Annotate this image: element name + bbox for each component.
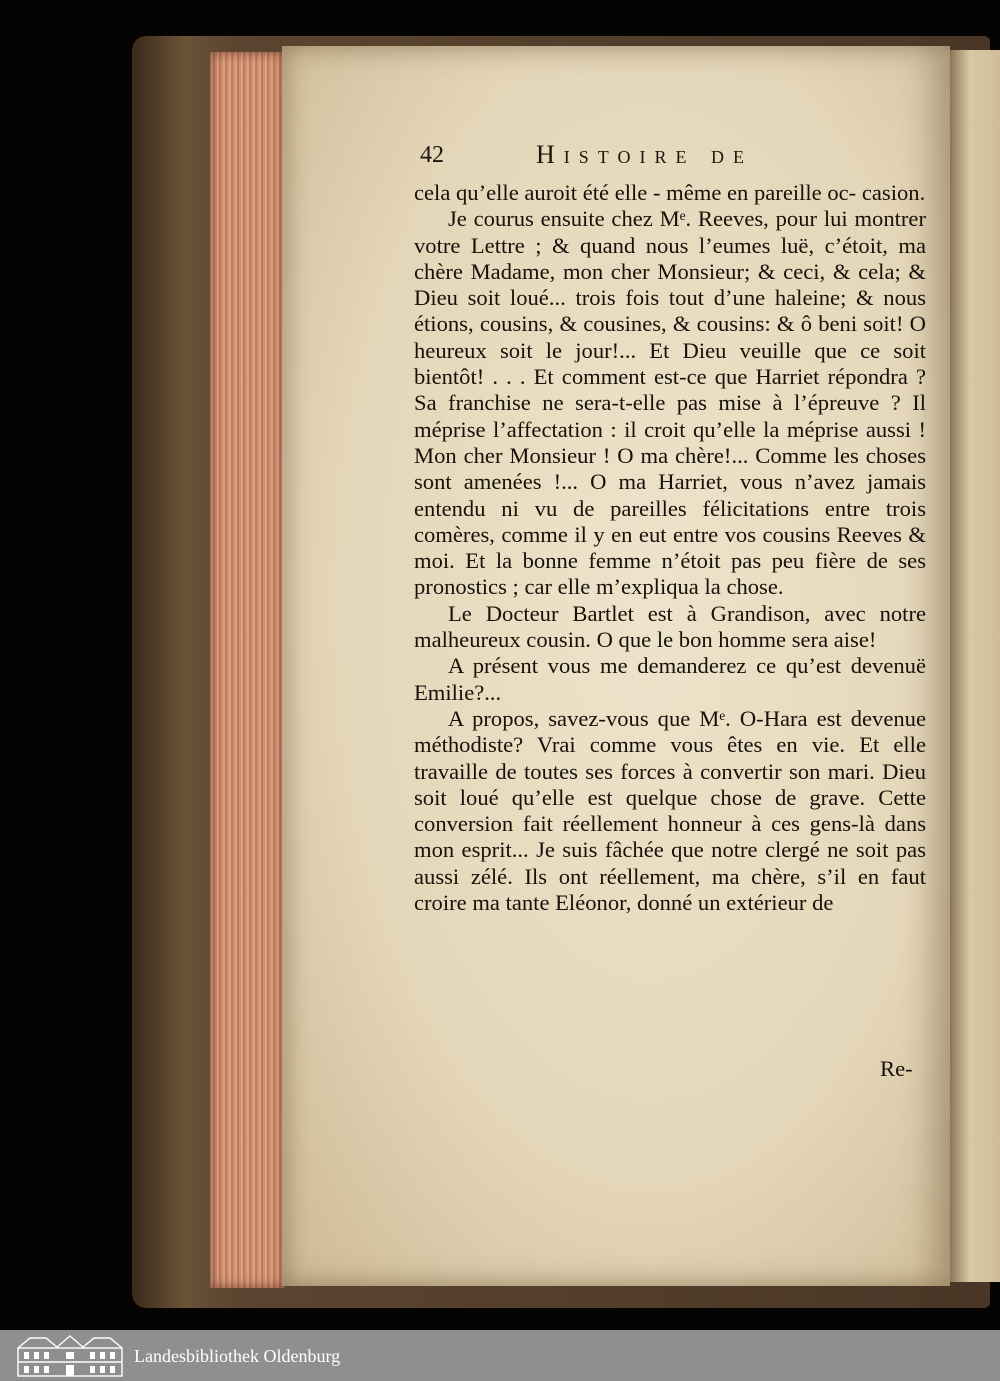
paragraph: Le Docteur Bartlet est à Grandison, avec notre malheureux cousin. O que le bon homme sera aise!: [414, 600, 926, 653]
facing-page-edge: [950, 50, 1000, 1282]
library-building-logo-icon: [16, 1334, 124, 1378]
page-number: 42: [420, 142, 444, 168]
running-title: Histoire de: [536, 140, 753, 169]
page-edges: [210, 52, 284, 1288]
paragraph: Je courus ensuite chez Mᵉ. Reeves, pour lui montrer votre Lettre ; & quand nous l’eumes luë, c’étoit, ma chère Madame, mon cher Monsieur; & ceci, & cela; & Dieu soit loué... trois fois tout d’une haleine; & nous étions, cousins, & cousines, & cousins: & ô beni soit! O heureux soit le jour!... Et Dieu veuille que ce soit bientôt! . . . Et comment est-ce que Harriet répondra ? Sa franchise ne sera-t-elle pas mise à l’épreuve ? Il méprise l’affectation : il croit qu’elle la méprise aussi ! Mon cher Monsieur ! O ma chère!... Comme les choses sont amenées !... O ma Harriet, vous n’avez jamais entendu ni vu de pareilles félicitations entre trois comères, comme il y en eut entre vos cousins Reeves & moi. Et la bonne femme n’étoit pas peu fière de ses pronostics ; car elle m’expliqua la chose.: [414, 206, 926, 600]
paragraph: A présent vous me demanderez ce qu’est devenuë Emilie?...: [414, 653, 926, 705]
paragraph: cela qu’elle auroit été elle - même en pareille oc- casion.: [414, 180, 926, 205]
library-name: Landesbibliothek Oldenburg: [134, 1346, 341, 1366]
paragraph: A propos, savez-vous que Mᵉ. O-Hara est devenue méthodiste? Vrai comme vous êtes en vie. Et elle travaille de toutes ses forces à convertir son mari. Dieu soit loué qu’elle est quelque chose de grave. Cette conversion fait réellement honneur à ces gens-là dans mon esprit... Je suis fâchée que notre clergé ne soit pas aussi zélé. Ils ont réellement, ma chère, s’il en faut croire ma tante Eléonor, donné un extérieur de: [414, 705, 926, 916]
page-text: [414, 180, 926, 916]
page-header: [420, 142, 920, 176]
catchword: Re-: [880, 1056, 913, 1081]
footer-bar: [0, 1330, 1000, 1381]
